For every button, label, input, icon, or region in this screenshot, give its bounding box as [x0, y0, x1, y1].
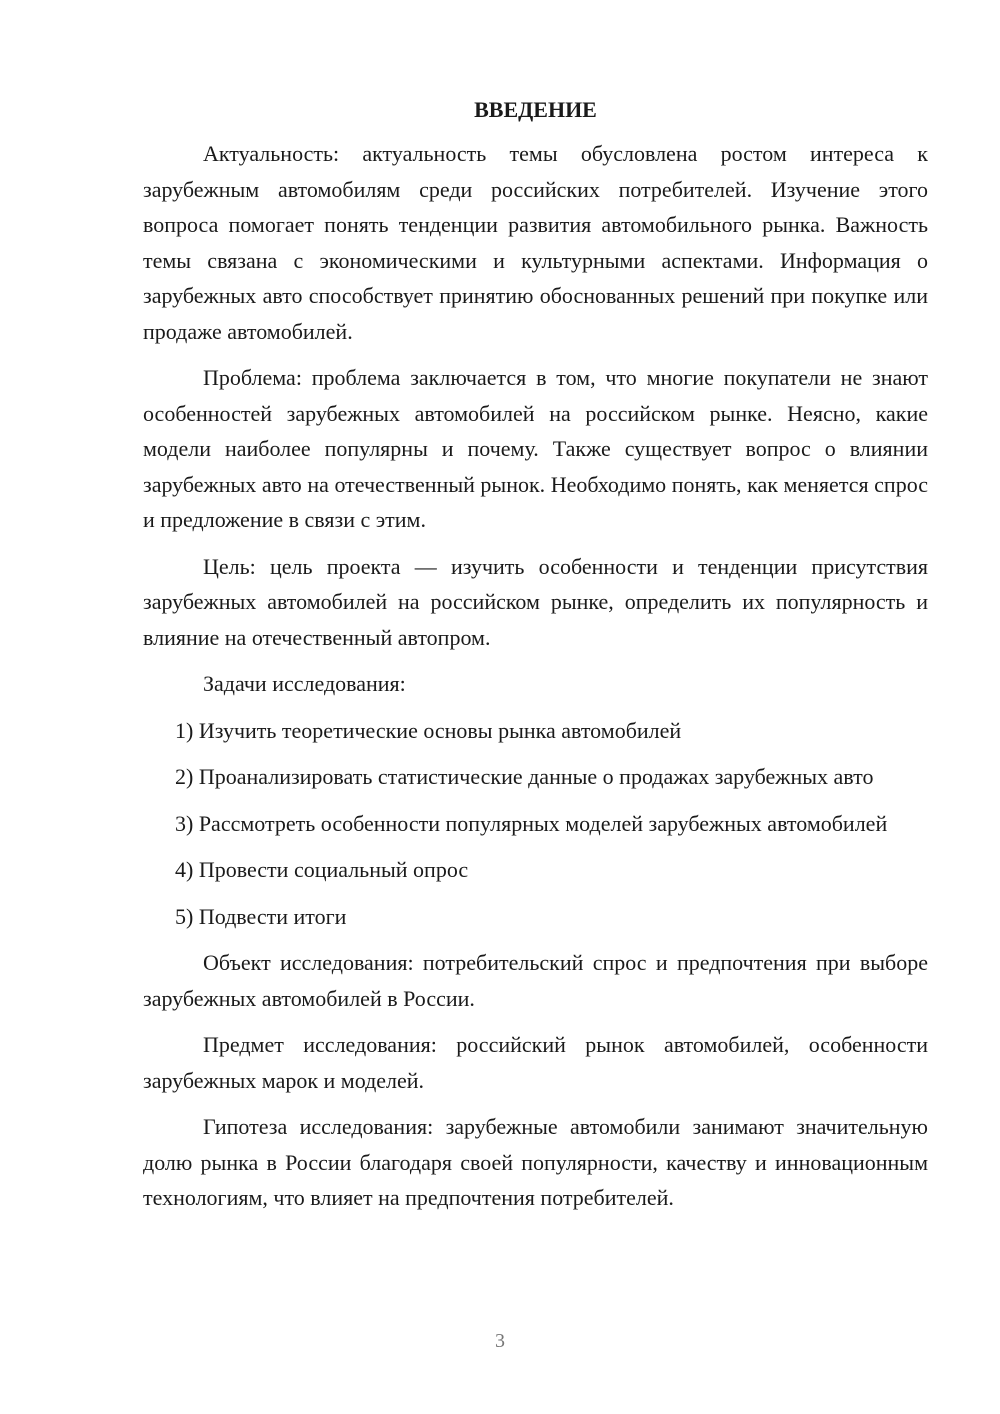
tasks-heading: Задачи исследования:	[203, 671, 406, 696]
page-number: 3	[495, 1330, 505, 1352]
section-title: ВВЕДЕНИЕ	[474, 97, 597, 122]
relevance-paragraph: Актуальность: актуальность темы обусловлена ростом интереса к зарубежным автомобилям среди российских потребителей. Изучение этого вопроса помогает понять тенденции развития автомобильного рынка. Важность темы связана с экономическими и культурными аспектами. Информация о зарубежных авто способствует принятию обоснованных решений при покупке или продаже автомобилей.	[143, 141, 928, 344]
problem-paragraph: Проблема: проблема заключается в том, что многие покупатели не знают особенностей зарубежных автомобилей на российском рынке. Неясно, какие модели наиболее популярны и почему. Также существует вопрос о влиянии зарубежных авто на отечественный рынок. Необходимо понять, как меняется спрос и предложение в связи с этим.	[143, 365, 928, 532]
task-item-5: 5) Подвести итоги	[175, 903, 347, 929]
object-paragraph: Объект исследования: потребительский спрос и предпочтения при выборе зарубежных автомобилей в России.	[143, 950, 928, 1011]
document-page	[143, 90, 928, 1227]
subject-paragraph: Предмет исследования: российский рынок автомобилей, особенности зарубежных марок и моделей.	[143, 1032, 928, 1093]
task-item-3: 3) Рассмотреть особенности популярных моделей зарубежных автомобилей	[175, 810, 888, 836]
task-item-2: 2) Проанализировать статистические данные о продажах зарубежных авто	[175, 764, 874, 789]
goal-paragraph: Цель: цель проекта — изучить особенности и тенденции присутствия зарубежных автомобилей на российском рынке, определить их популярность и влияние на отечественный автопром.	[143, 553, 928, 650]
task-item-1: 1) Изучить теоретические основы рынка автомобилей	[175, 717, 682, 743]
hypothesis-paragraph: Гипотеза исследования: зарубежные автомобили занимают значительную долю рынка в России благодаря своей популярности, качеству и инновационным технологиям, что влияет на предпочтения потребителей.	[143, 1114, 928, 1210]
task-item-4: 4) Провести социальный опрос	[175, 857, 469, 882]
